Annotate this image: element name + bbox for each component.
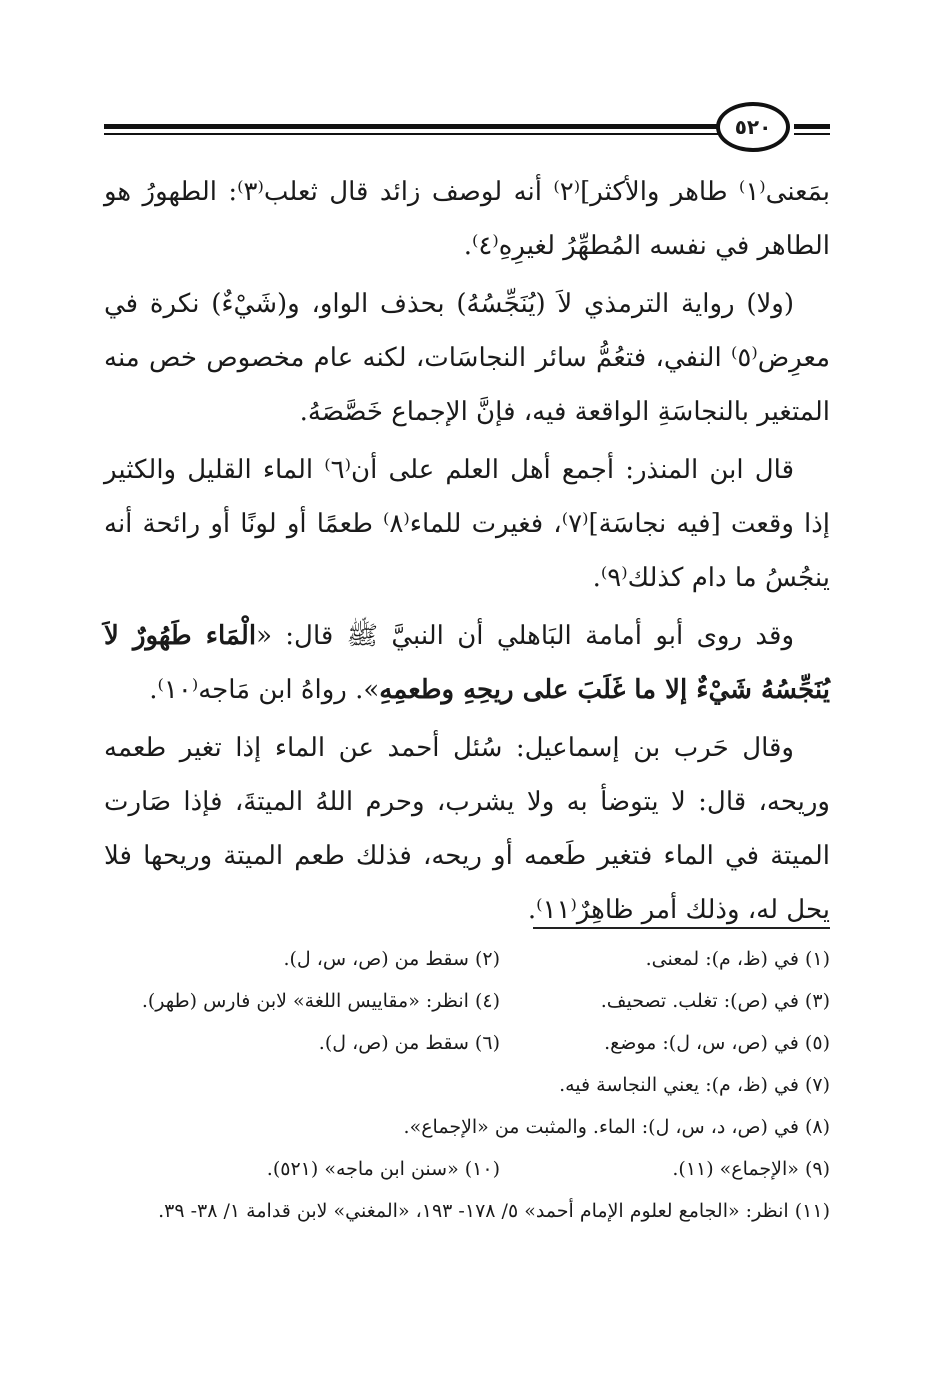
hadith-intro: وقد روى أبو أمامة البَاهلي أن النبيَّ ﷺ قال: « bbox=[256, 621, 795, 651]
header-rule-thin bbox=[104, 133, 730, 135]
main-text bbox=[104, 165, 830, 941]
paragraph-1: بمَعنى⁽١⁾ طاهر والأكثر]⁽٢⁾ أنه لوصف زائد قال ثعلب⁽٣⁾: الطهورُ هو الطاهر في نفسه المُطهِّرُ لغيرِهِ⁽٤⁾. bbox=[104, 177, 830, 261]
header-rule-thin-right bbox=[794, 133, 830, 135]
footnote-row bbox=[104, 938, 830, 980]
page-number: ٥٢٠ bbox=[716, 102, 790, 152]
footnote-2: (٢) سقط من (ص، س، ل). bbox=[283, 948, 500, 970]
paragraph-4 bbox=[104, 609, 830, 717]
footnotes bbox=[104, 938, 830, 1232]
paragraph-3: قال ابن المنذر: أجمع أهل العلم على أن⁽٦⁾ الماء القليل والكثير إذا وقعت [فيه نجاسَة]⁽٧⁾، فغيرت للماء⁽٨⁾ طعمًا أو لونًا أو رائحة أنه ينجُسُ ما دام كذلك⁽٩⁾. bbox=[104, 455, 831, 593]
footnote-row bbox=[104, 1022, 830, 1064]
footnote-row bbox=[104, 1106, 830, 1148]
footnote-4: (٤) انظر: «مقاييس اللغة» لابن فارس (طهر). bbox=[141, 990, 500, 1012]
footnote-7: (٧) في (ظ، م): يعني النجاسة فيه. bbox=[559, 1074, 830, 1096]
page-header bbox=[104, 100, 830, 160]
footnote-5: (٥) في (ص، س، ل): موضع. bbox=[604, 1032, 830, 1054]
footnote-row bbox=[104, 1064, 830, 1106]
header-rule-thick-right bbox=[794, 124, 830, 129]
footnote-separator bbox=[533, 927, 830, 929]
footnote-row bbox=[104, 980, 830, 1022]
footnote-3: (٣) في (ص): تغلب. تصحيف. bbox=[600, 990, 830, 1012]
paragraph-2: (ولا) رواية الترمذي لاَ (يُنَجِّسُهُ) بحذف الواو، و(شَيْءٌ) نكرة في معرِض⁽٥⁾ النفي، فتعُمُّ سائر النجاسَات، لكنه عام مخصوص خص منه المتغير بالنجاسَةِ الواقعة فيه، فإنَّ الإجماع خَصَّصَهُ. bbox=[104, 289, 830, 427]
header-rule-thick bbox=[104, 124, 730, 129]
footnote-1: (١) في (ظ، م): لمعنى. bbox=[645, 948, 830, 970]
footnote-10: (١٠) «سنن ابن ماجه» (٥٢١). bbox=[266, 1158, 500, 1180]
paragraph-5: وقال حَرب بن إسماعيل: سُئل أحمد عن الماء إذا تغير طعمه وريحه، قال: لا يتوضأ به ولا يشرب، وحرم اللهُ الميتةَ، فإذا صَارت الميتة في الماء فتغير طَعمه أو ريحه، فذلك طعم الميتة وريحها فلا يحل له، وذلك أمر ظاهِرٌ⁽١١⁾. bbox=[104, 733, 831, 925]
footnote-row bbox=[104, 1148, 830, 1190]
hadith-attribution: ». رواهُ ابن مَاجه⁽١٠⁾. bbox=[149, 675, 380, 705]
footnote-8: (٨) في (ص، د، س، ل): الماء. والمثبت من «الإجماع». bbox=[403, 1116, 830, 1138]
footnote-9: (٩) «الإجماع» (١١). bbox=[672, 1158, 830, 1180]
footnote-11: (١١) انظر: «الجامع لعلوم الإمام أحمد» ٥/ ١٧٨- ١٩٣، «المغني» لابن قدامة ١/ ٣٨- ٣٩. bbox=[158, 1200, 830, 1222]
hadith-text: الْمَاء طَهُورٌ لاَ يُنَجِّسُهُ شَيْءٌ إلا ما غَلَبَ على ريحِهِ وطعمِهِ bbox=[104, 621, 830, 705]
footnote-6: (٦) سقط من (ص، ل). bbox=[318, 1032, 500, 1054]
